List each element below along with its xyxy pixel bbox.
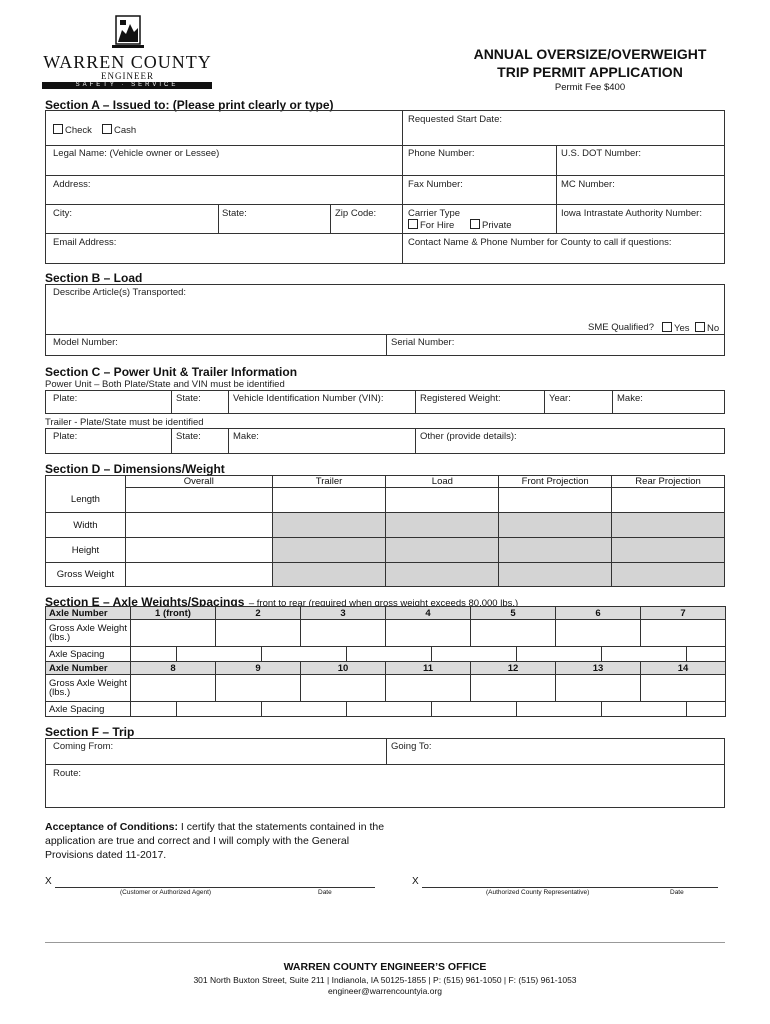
axle-header: 11	[386, 662, 471, 675]
year-field[interactable]: Year:	[549, 393, 571, 404]
axle-weight-cell[interactable]	[471, 675, 556, 702]
axle-header: 3	[301, 607, 386, 620]
axle-header: 9	[216, 662, 301, 675]
axle-header: 14	[641, 662, 726, 675]
org-subtitle: ENGINEER	[101, 71, 154, 81]
power-unit-note: Power Unit – Both Plate/State and VIN must be identified	[45, 379, 285, 390]
dim-cell-shaded	[612, 538, 725, 563]
dim-col-header: Overall	[125, 476, 272, 488]
org-tagline: SAFETY · SERVICE	[42, 82, 212, 89]
vin-field[interactable]: Vehicle Identification Number (VIN):	[233, 393, 384, 404]
footer-address: 301 North Buxton Street, Suite 211 | Indianola, IA 50125-1855 | P: (515) 961-1050 | F: (515) 961-1053	[193, 975, 577, 985]
route-field[interactable]: Route:	[53, 768, 81, 779]
axle-header: 2	[216, 607, 301, 620]
dim-row-label: Length	[46, 488, 126, 513]
for-hire-checkbox[interactable]	[408, 219, 418, 229]
axle-number-label: Axle Number	[46, 607, 131, 620]
axle-weight-cell[interactable]	[216, 675, 301, 702]
power-state-field[interactable]: State:	[176, 393, 201, 404]
section-e-note: – front to rear (required when gross weight exceeds 80,000 lbs.)	[248, 598, 519, 609]
footer-divider	[45, 942, 725, 943]
customer-signature-line[interactable]	[55, 887, 375, 888]
axle-header: 7	[641, 607, 726, 620]
dim-cell-shaded	[272, 513, 386, 538]
dot-number-field[interactable]: U.S. DOT Number:	[561, 148, 642, 159]
model-number-field[interactable]: Model Number:	[53, 337, 118, 348]
check-checkbox[interactable]	[53, 124, 63, 134]
trailer-other-field[interactable]: Other (provide details):	[420, 431, 517, 442]
dim-cell-shaded	[386, 538, 499, 563]
footer-email[interactable]: engineer@warrencountyia.org	[328, 986, 442, 996]
dim-cell[interactable]	[386, 488, 499, 513]
sme-no-checkbox[interactable]	[695, 322, 705, 332]
axle-weight-cell[interactable]	[131, 675, 216, 702]
phone-field[interactable]: Phone Number:	[408, 148, 475, 159]
dim-cell-shaded	[499, 538, 612, 563]
dim-cell-shaded	[499, 563, 612, 587]
dim-cell[interactable]	[499, 488, 612, 513]
section-b-heading: Section B – Load	[45, 271, 143, 285]
axle-header: 8	[131, 662, 216, 675]
axle-weight-cell[interactable]	[386, 675, 471, 702]
axle-header: 4	[386, 607, 471, 620]
state-field[interactable]: State:	[222, 208, 247, 219]
county-signature-line[interactable]	[422, 887, 718, 888]
dim-cell[interactable]	[125, 488, 272, 513]
trailer-note: Trailer - Plate/State must be identified	[45, 417, 204, 428]
footer-office: WARREN COUNTY ENGINEER’S OFFICE	[283, 961, 487, 973]
dim-row-height	[46, 538, 725, 563]
city-field[interactable]: City:	[53, 208, 72, 219]
power-plate-field[interactable]: Plate:	[53, 393, 78, 404]
axle-header: 10	[301, 662, 386, 675]
describe-articles-field[interactable]: Describe Article(s) Transported:	[53, 287, 187, 298]
section-f-box	[45, 738, 725, 808]
axle-spacing-label: Axle Spacing	[46, 647, 131, 662]
org-name: WARREN COUNTY	[43, 52, 212, 72]
axle-weight-cell[interactable]	[556, 675, 641, 702]
section-e-heading: Section E – Axle Weights/Spacings – front to rear (required when gross weight exceeds 80,000 lbs.)	[45, 595, 519, 609]
county-signature-caption: (Authorized County Representative)	[486, 889, 590, 896]
dimensions-table	[45, 475, 725, 587]
form-title-line1: ANNUAL OVERSIZE/OVERWEIGHT	[473, 46, 707, 62]
dim-row-length	[46, 488, 725, 513]
payment-cash-option[interactable]: Cash	[102, 124, 136, 136]
dim-cell-shaded	[612, 563, 725, 587]
registered-weight-field[interactable]: Registered Weight:	[420, 393, 501, 404]
axle-weight-cell[interactable]	[131, 620, 216, 647]
dim-cell-shaded	[272, 538, 386, 563]
trailer-plate-field[interactable]: Plate:	[53, 431, 78, 442]
dim-row-gross-weight	[46, 563, 725, 587]
signature-x-2: X	[412, 876, 419, 887]
dim-cell-shaded	[272, 563, 386, 587]
dim-cell[interactable]	[125, 513, 272, 538]
dim-col-header: Load	[386, 476, 499, 488]
gross-axle-label: Gross Axle Weight (lbs.)	[46, 620, 131, 647]
axle-header: 1 (front)	[131, 607, 216, 620]
axle-weight-cell[interactable]	[216, 620, 301, 647]
section-d-heading: Section D – Dimensions/Weight	[45, 462, 225, 476]
axle-header: 5	[471, 607, 556, 620]
customer-date-caption: Date	[318, 889, 332, 896]
for-hire-option[interactable]: For Hire	[408, 219, 454, 231]
axle-weight-cell[interactable]	[301, 620, 386, 647]
axle-number-label: Axle Number	[46, 662, 131, 675]
axle-weight-cell[interactable]	[386, 620, 471, 647]
dim-cell-shaded	[612, 513, 725, 538]
acceptance-text: Acceptance of Conditions: I certify that the statements contained in the application are true and correct and I will comply with the General Provisions dated 11-2017.	[45, 821, 385, 861]
axle-weight-cell[interactable]	[301, 675, 386, 702]
coming-from-field[interactable]: Coming From:	[53, 741, 114, 752]
dim-cell-shaded	[386, 513, 499, 538]
sme-qualified-label: SME Qualified?	[588, 322, 655, 333]
dim-cell[interactable]	[612, 488, 725, 513]
dim-cell[interactable]	[272, 488, 386, 513]
sme-yes-option[interactable]: Yes	[662, 322, 690, 334]
trailer-state-field[interactable]: State:	[176, 431, 201, 442]
axle-weight-cell[interactable]	[556, 620, 641, 647]
courthouse-icon	[112, 12, 144, 50]
serial-number-field[interactable]: Serial Number:	[391, 337, 455, 348]
make-field[interactable]: Make:	[617, 393, 643, 404]
iowa-authority-field[interactable]: Iowa Intrastate Authority Number:	[561, 208, 702, 219]
dim-row-width	[46, 513, 725, 538]
fax-field[interactable]: Fax Number:	[408, 179, 463, 190]
gross-axle-label: Gross Axle Weight (lbs.)	[46, 675, 131, 702]
start-date-field[interactable]: Requested Start Date:	[408, 114, 502, 125]
dim-col-header: Trailer	[272, 476, 386, 488]
customer-signature-caption: (Customer or Authorized Agent)	[120, 889, 212, 896]
zip-field[interactable]: Zip Code:	[335, 208, 377, 219]
contact-field[interactable]: Contact Name & Phone Number for County to call if questions:	[408, 237, 672, 248]
county-date-caption: Date	[670, 889, 684, 896]
form-title-line2: TRIP PERMIT APPLICATION	[497, 64, 683, 80]
dim-cell-shaded	[386, 563, 499, 587]
private-option[interactable]: Private	[470, 219, 512, 231]
axle-table	[45, 606, 726, 717]
permit-fee: Permit Fee $400	[554, 82, 626, 93]
going-to-field[interactable]: Going To:	[391, 741, 432, 752]
axle-weight-cell[interactable]	[641, 675, 726, 702]
legal-name-field[interactable]: Legal Name: (Vehicle owner or Lessee)	[53, 148, 220, 159]
dim-cell[interactable]	[125, 538, 272, 563]
axle-spacing-label: Axle Spacing	[46, 702, 131, 717]
mc-number-field[interactable]: MC Number:	[561, 179, 615, 190]
section-f-heading: Section F – Trip	[45, 725, 135, 739]
dim-row-label: Height	[46, 538, 126, 563]
dim-col-header: Front Projection	[499, 476, 612, 488]
sme-no-option[interactable]: No	[695, 322, 719, 334]
dim-row-label: Width	[46, 513, 126, 538]
dim-cell[interactable]	[125, 563, 272, 587]
section-a-heading: Section A – Issued to: (Please print clearly or type)	[45, 98, 334, 112]
dim-row-label: Gross Weight	[46, 563, 126, 587]
trailer-box	[45, 428, 725, 454]
axle-header: 6	[556, 607, 641, 620]
sme-yes-checkbox[interactable]	[662, 322, 672, 332]
section-c-heading: Section C – Power Unit & Trailer Information	[45, 365, 298, 379]
signature-x-1: X	[45, 876, 52, 887]
payment-check-option[interactable]: Check	[53, 124, 92, 136]
cash-checkbox[interactable]	[102, 124, 112, 134]
carrier-type-label: Carrier Type	[408, 208, 461, 219]
axle-weight-cell[interactable]	[471, 620, 556, 647]
axle-weight-cell[interactable]	[641, 620, 726, 647]
dim-cell-shaded	[499, 513, 612, 538]
email-field[interactable]: Email Address:	[53, 237, 117, 248]
private-checkbox[interactable]	[470, 219, 480, 229]
axle-header: 13	[556, 662, 641, 675]
dim-col-header: Rear Projection	[612, 476, 725, 488]
county-logo	[40, 12, 215, 92]
axle-header: 12	[471, 662, 556, 675]
address-field[interactable]: Address:	[53, 179, 91, 190]
trailer-make-field[interactable]: Make:	[233, 431, 259, 442]
